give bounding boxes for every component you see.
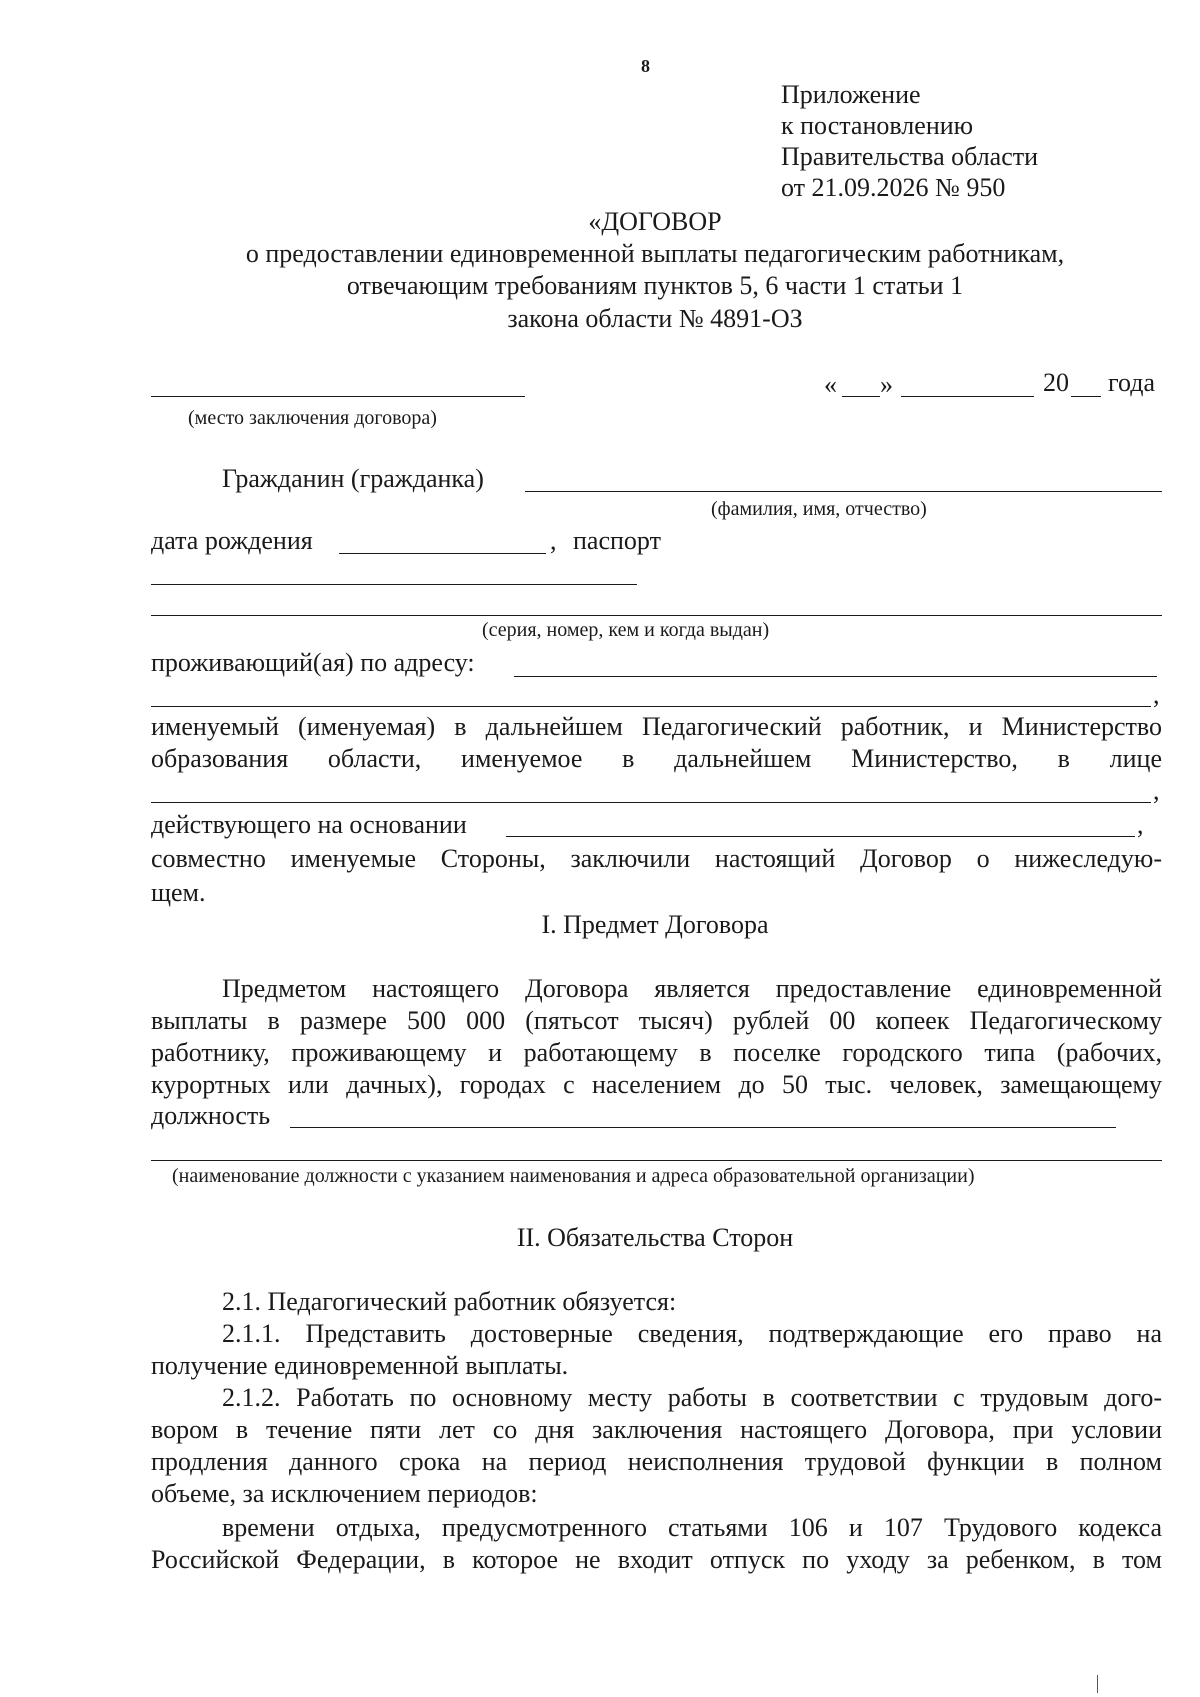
place-field-line[interactable] [151, 396, 525, 397]
appendix-line-2: к постановлению [781, 111, 974, 140]
section-2-heading: II. Обязательства Сторон [516, 1223, 794, 1252]
appendix-line-3: Правительства области [781, 142, 1039, 171]
citizen-name-field[interactable] [525, 491, 1162, 492]
basis-field[interactable] [506, 836, 1135, 837]
representative-field[interactable] [151, 802, 1151, 803]
parties-word: дальнейшем [674, 744, 812, 773]
clause-line: объеме, за исключением периодов: [151, 1479, 538, 1508]
name-caption: (фамилия, имя, отчество) [711, 498, 927, 520]
birth-date-field[interactable] [339, 553, 546, 554]
clause-line: 2.1.1. Представить достоверные сведения, подтверждающие его право на [222, 1319, 1162, 1348]
clause-2-1-2 [151, 1382, 1162, 1510]
position-field-line-2[interactable] [151, 1160, 1162, 1161]
passport-field-line-2[interactable] [151, 615, 1162, 616]
title-line-3: закона области № 4891-ОЗ [507, 304, 803, 333]
parties-word: Министерство, [851, 744, 1018, 773]
clause-line: вором в течение пяти лет со дня заключения настоящего Договора, при условии [151, 1415, 1162, 1444]
parties-word: в [622, 744, 635, 773]
appendix-line-4: от 21.09.2026 № 950 [781, 173, 1006, 202]
birth-date-label: дата рождения [151, 526, 313, 555]
clause-line: времени отдыха, предусмотренного статьями 106 и 107 Трудового кодекса [222, 1513, 1162, 1542]
section-1-heading: I. Предмет Договора [541, 910, 769, 939]
title-line-2: отвечающим требованиям пунктов 5, 6 части 1 статьи 1 [346, 271, 964, 300]
parties-line-1: именуемый (именуемая) в дальнейшем Педагогический работник, и Министерство [151, 712, 1162, 741]
section-1-line: выплаты в размере 500 000 (пятьсот тысяч) рублей 00 копеек Педагогическому [151, 1006, 1162, 1035]
parties-line-2 [151, 744, 1162, 774]
citizen-label: Гражданин (гражданка) [222, 464, 484, 493]
section-1-line: Предметом настоящего Договора является предоставление единовременной [222, 974, 1162, 1003]
position-field-line-1[interactable] [290, 1127, 1116, 1128]
date-year-field[interactable] [1071, 396, 1101, 397]
place-caption: (место заключения договора) [188, 407, 437, 429]
passport-field-line-1[interactable] [151, 584, 637, 585]
parties-word: именуемое [461, 744, 583, 773]
date-open-quote: « [824, 370, 837, 399]
date-day-field[interactable] [842, 396, 880, 397]
address-field-line-1[interactable] [514, 676, 1157, 677]
page-number: 8 [641, 56, 650, 76]
date-month-field[interactable] [901, 396, 1034, 397]
title-line-1: о предоставлении единовременной выплаты педагогическим работникам, [245, 239, 1065, 268]
clause-line: 2.1.2. Работать по основному месту работы в соответствии с трудовым дого- [222, 1383, 1162, 1412]
parties-word: области, [327, 744, 422, 773]
clause-rest [151, 1512, 1162, 1576]
parties-word: в [1057, 744, 1070, 773]
address-trailing-comma: , [1153, 680, 1160, 709]
clause-line: Российской Федерации, в которое не входит отпуск по уходу за ребенком, в том [151, 1545, 1162, 1574]
section-1-line: работнику, проживающему и работающему в поселке городского типа (рабочих, [151, 1038, 1162, 1067]
position-label: должность [151, 1101, 271, 1130]
section-1-paragraph [151, 973, 1162, 1101]
position-caption: (наименование должности с указанием наименования и адреса образовательной организации) [172, 1165, 975, 1187]
clause-2-1: 2.1. Педагогический работник обязуется: [222, 1287, 677, 1316]
parties-word: образования [151, 744, 289, 773]
date-year-prefix: 20 [1043, 368, 1069, 397]
passport-caption: (серия, номер, кем и когда выдан) [482, 619, 770, 641]
address-label: проживающий(ая) по адресу: [151, 648, 475, 677]
basis-comma: , [1137, 810, 1144, 839]
date-year-suffix: года [1108, 368, 1156, 397]
section-1-line: курортных или дачных), городах с населением до 50 тыс. человек, замещающему [151, 1070, 1162, 1099]
scan-mark [1097, 1675, 1098, 1693]
parties-word: лице [1109, 744, 1162, 773]
passport-label: паспорт [573, 526, 661, 555]
date-close-quote: » [880, 370, 893, 399]
parties-joint-line: совместно именуемые Стороны, заключили настоящий Договор о нижеследую- [151, 844, 1162, 873]
birth-comma: , [550, 526, 557, 555]
clause-2-1-1 [151, 1318, 1162, 1382]
clause-line: продления данного срока на период неисполнения трудовой функции в полном [151, 1447, 1162, 1476]
parties-joint-line-end: щем. [151, 878, 206, 907]
contract-heading: «ДОГОВОР [588, 207, 722, 236]
appendix-line-1: Приложение [781, 80, 921, 109]
clause-line: получение единовременной выплаты. [151, 1351, 569, 1380]
basis-label: действующего на основании [151, 810, 467, 839]
representative-comma: , [1153, 776, 1160, 805]
address-field-line-2[interactable] [151, 706, 1151, 707]
